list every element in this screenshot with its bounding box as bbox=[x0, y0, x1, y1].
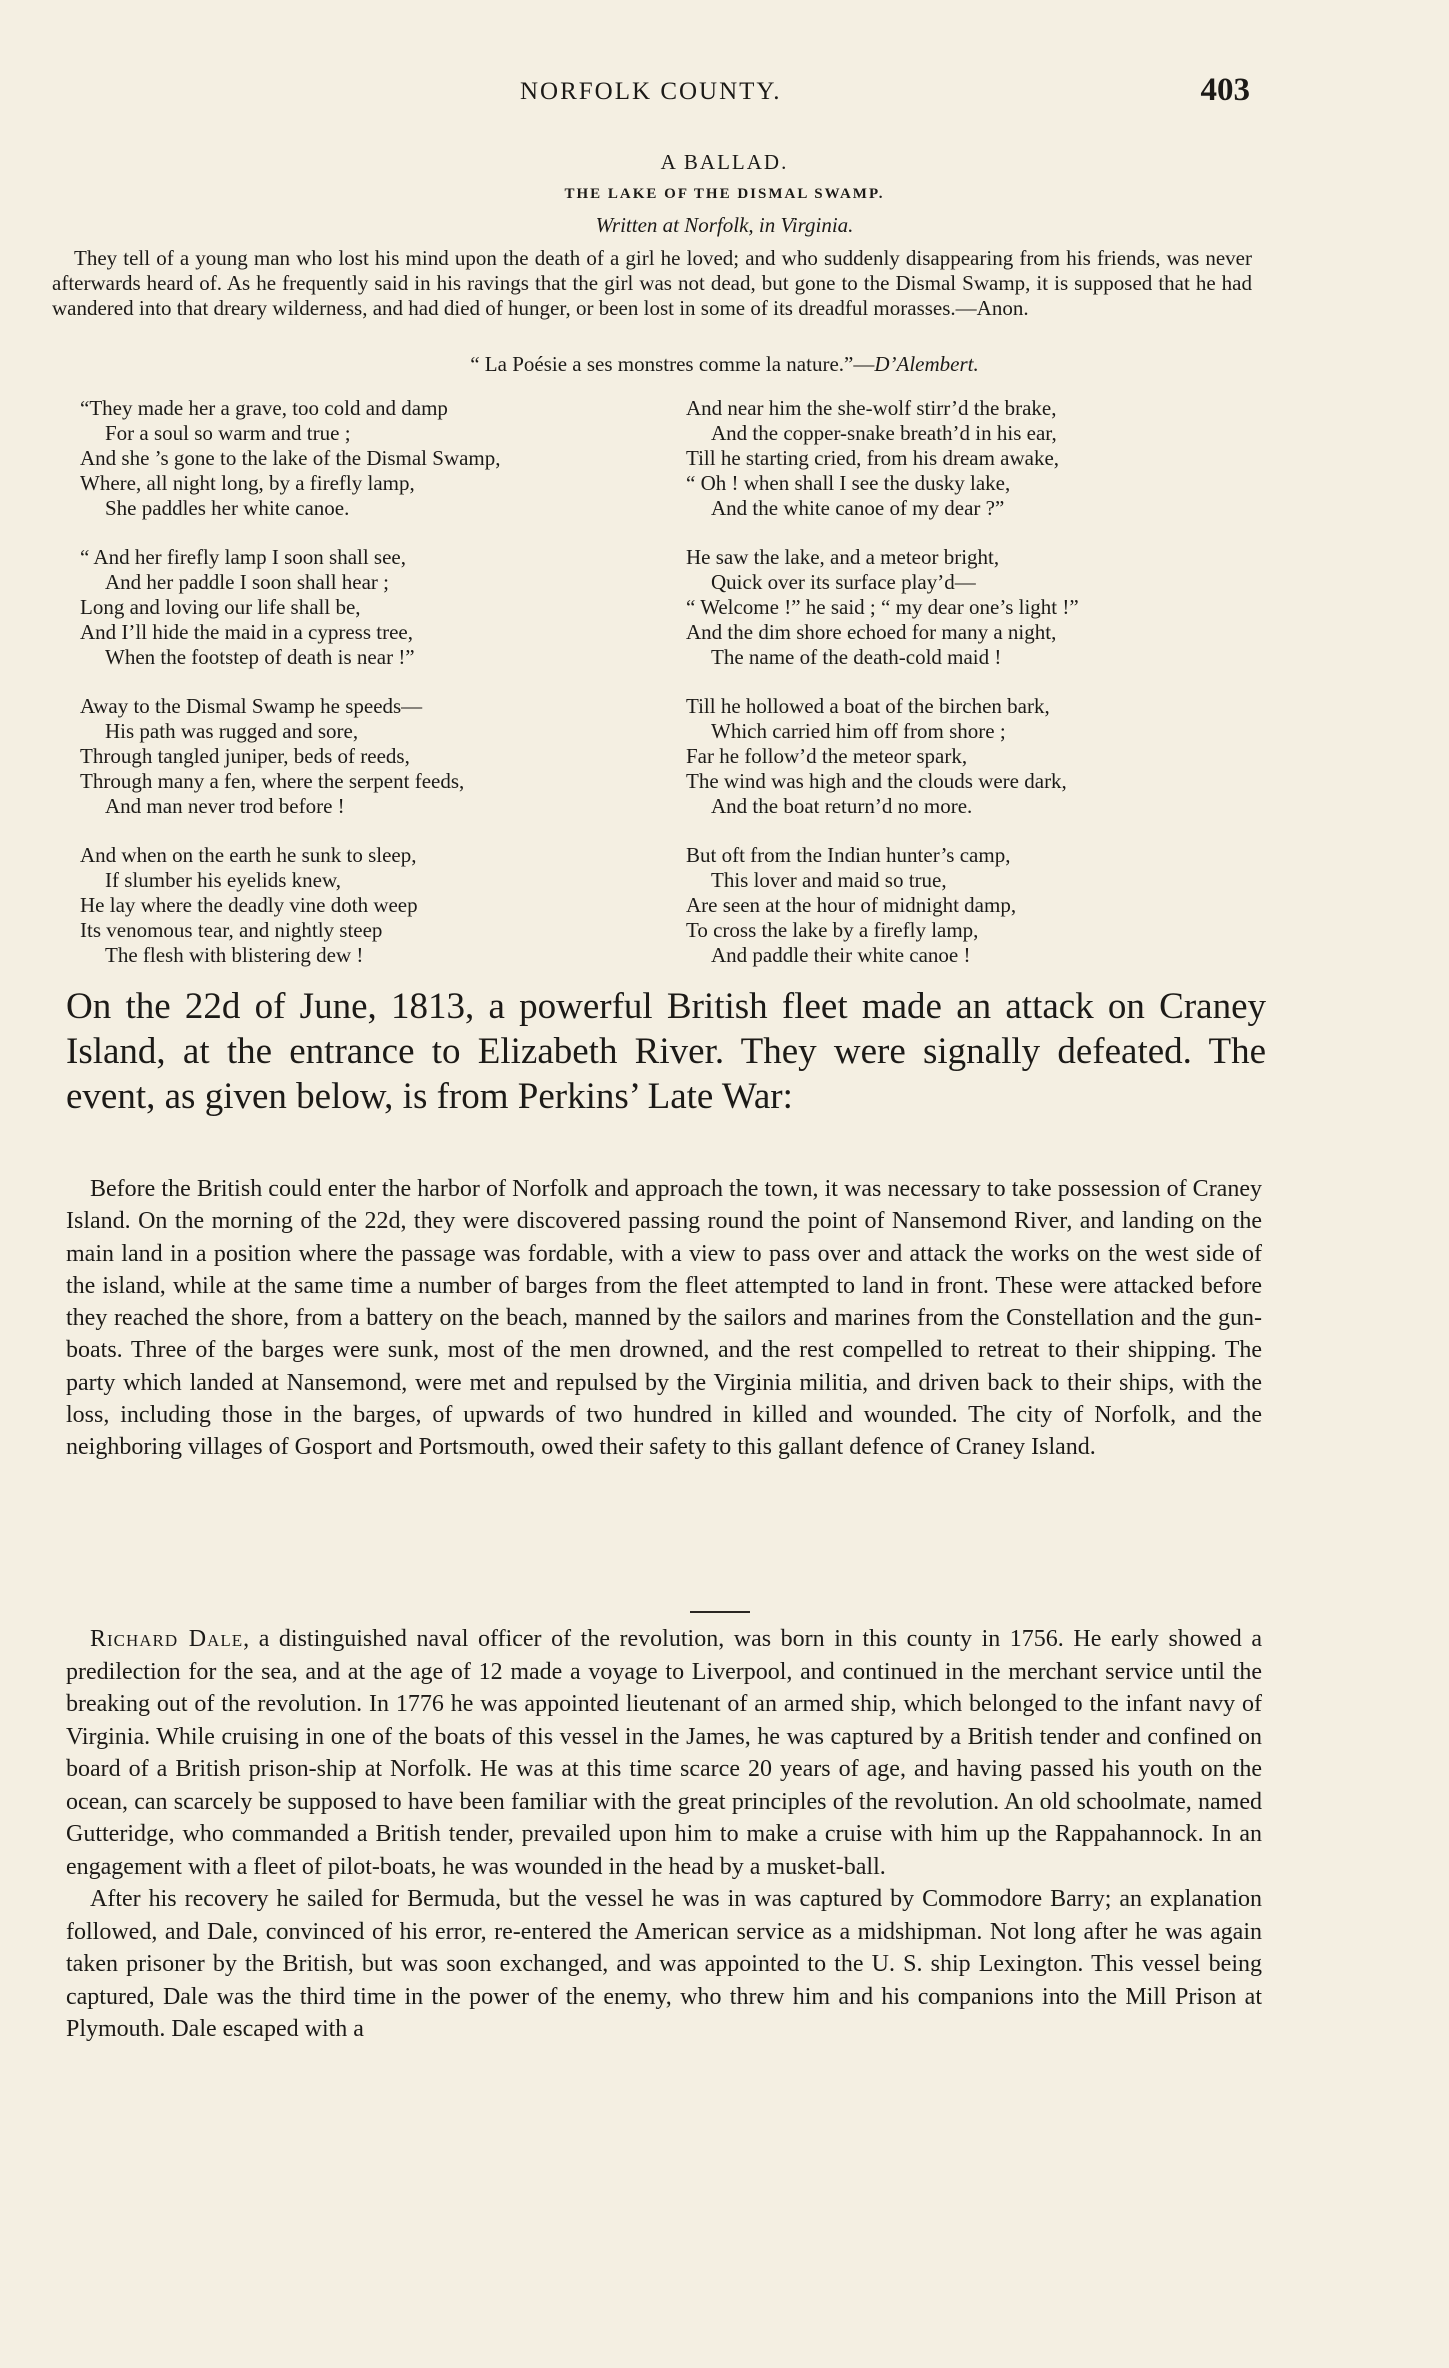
ballad-written-at: Written at Norfolk, in Virginia. bbox=[595, 213, 854, 237]
verse-line: Quick over its surface play’d— bbox=[711, 570, 976, 594]
verse-line: The wind was high and the clouds were dark, bbox=[686, 769, 1067, 793]
verse-line: Where, all night long, by a firefly lamp, bbox=[80, 471, 415, 495]
narrative-paragraph: Before the British could enter the harbor of Norfolk and approach the town, it was necessary to take possession of Craney Island. On the morning of the 22d, they were discovered passing round the point of Nansemond River, and landing on the main land in a position where the passage was fordable, with a view to pass over and attack the works on the west side of the island, while at the same time a number of barges from the fleet attempted to land in front. These were attacked before they reached the shore, from a battery on the beach, manned by the sailors and marines from the Constellation and the gun-boats. Three of the barges were sunk, most of the men drowned, and the rest compelled to retreat to their shipping. The party which landed at Nansemond, were met and repulsed by the Virginia militia, and driven back to their ships, with the loss, including those in the barges, of upwards of two hundred in killed and wounded. The city of Norfolk, and the neighboring villages of Gosport and Portsmouth, owed their safety to this gallant defence of Craney Island. bbox=[66, 1176, 1262, 1461]
verse-line: Till he starting cried, from his dream awake, bbox=[686, 446, 1060, 470]
verse-line: And man never trod before ! bbox=[105, 794, 345, 818]
stanza bbox=[686, 694, 1266, 819]
epigraph bbox=[0, 352, 1449, 377]
verse-line: And the copper-snake breath’d in his ear, bbox=[711, 421, 1057, 445]
epigraph-text: “ La Poésie a ses monstres comme la nature.”— bbox=[470, 352, 875, 376]
ballad-title: A BALLAD. bbox=[660, 150, 789, 174]
verse-line: “They made her a grave, too cold and damp bbox=[80, 396, 448, 420]
verse-line: This lover and maid so true, bbox=[711, 868, 947, 892]
verse-line: For a soul so warm and true ; bbox=[105, 421, 351, 445]
verse-line: Away to the Dismal Swamp he speeds— bbox=[80, 694, 423, 718]
verse-line: “ And her firefly lamp I soon shall see, bbox=[80, 545, 406, 569]
verse-line: But oft from the Indian hunter’s camp, bbox=[686, 843, 1011, 867]
ballad-note: They tell of a young man who lost his mind upon the death of a girl he loved; and who suddenly disappearing from his friends, was never afterwards heard of. As he frequently said in his ravings that the girl was not dead, but gone to the Dismal Swamp, it is supposed that he had wandered into that dreary wilderness, and had died of hunger, or been lost in some of its dreadful morasses.—Anon. bbox=[52, 246, 1252, 320]
stanza bbox=[686, 843, 1266, 968]
verse-line: And the dim shore echoed for many a night, bbox=[686, 620, 1057, 644]
verse-line: The name of the death-cold maid ! bbox=[711, 645, 1002, 669]
verse-line: She paddles her white canoe. bbox=[105, 496, 350, 520]
stanza bbox=[80, 843, 670, 968]
verse-line: Its venomous tear, and nightly steep bbox=[80, 918, 383, 942]
verse-line: He saw the lake, and a meteor bright, bbox=[686, 545, 1000, 569]
ballad-subtitle: THE LAKE OF THE DISMAL SWAMP. bbox=[564, 186, 885, 202]
verse-column-right bbox=[686, 396, 1266, 992]
verse-line: Are seen at the hour of midnight damp, bbox=[686, 893, 1017, 917]
verse-line: And the boat return’d no more. bbox=[711, 794, 973, 818]
verse-line: Long and loving our life shall be, bbox=[80, 595, 361, 619]
verse-line: When the footstep of death is near !” bbox=[105, 645, 415, 669]
bio-paragraph-1-text: , a distinguished naval officer of the revolution, was born in this county in 1756. He early showed a predilection for the sea, and at the age of 12 made a voyage to Liverpool, and continued in the merchant service until the breaking out of the revolution. In 1776 he was appointed lieutenant of an armed ship, which belonged to the infant navy of Virginia. While cruising in one of the boats of this vessel in the James, he was captured by a British tender and confined on board of a British prison-ship at Norfolk. He was at this time scarce 20 years of age, and having passed his youth on the ocean, can scarcely be supposed to have been familiar with the great principles of the revolution. An old schoolmate, named Gutteridge, who commanded a British tender, prevailed upon him to make a cruise with him up the Rappahannock. In an engagement with a fleet of pilot-boats, he was wounded in the head by a musket-ball. bbox=[66, 1626, 1262, 1880]
verse-line: Through tangled juniper, beds of reeds, bbox=[80, 744, 410, 768]
verse-line: His path was rugged and sore, bbox=[105, 719, 359, 743]
verse-line: And her paddle I soon shall hear ; bbox=[105, 570, 390, 594]
verse-line: And when on the earth he sunk to sleep, bbox=[80, 843, 417, 867]
stanza bbox=[80, 694, 670, 819]
verse-line: “ Oh ! when shall I see the dusky lake, bbox=[686, 471, 1011, 495]
verse-line: To cross the lake by a firefly lamp, bbox=[686, 918, 979, 942]
stanza bbox=[80, 545, 670, 670]
section-divider bbox=[690, 1611, 750, 1613]
bio-paragraph-2: After his recovery he sailed for Bermuda, but the vessel he was in was captured by Commodore Barry; an explanation followed, and Dale, convinced of his error, re-entered the American service as a midshipman. Not long after he was again taken prisoner by the British, but was soon exchanged, and was appointed to the U. S. ship Lexington. This vessel being captured, Dale was the third time in the power of the enemy, who threw him and his companions into the Mill Prison at Plymouth. Dale escaped with a bbox=[66, 1886, 1262, 2042]
verse-line: And she ’s gone to the lake of the Dismal Swamp, bbox=[80, 446, 501, 470]
verse-line: And paddle their white canoe ! bbox=[711, 943, 971, 967]
epigraph-attribution: D’Alembert. bbox=[874, 352, 979, 376]
page-number: 403 bbox=[1200, 72, 1250, 108]
running-title: NORFOLK COUNTY. bbox=[520, 78, 782, 105]
stanza bbox=[686, 545, 1266, 670]
bio-name: Richard Dale bbox=[90, 1626, 244, 1652]
verse-line: And I’ll hide the maid in a cypress tree, bbox=[80, 620, 413, 644]
lead-paragraph: On the 22d of June, 1813, a powerful British fleet made an attack on Craney Island, at the entrance to Elizabeth River. They were signally defeated. The event, as given below, is from Perkins’ Late War: bbox=[66, 986, 1266, 1117]
verse-line: “ Welcome !” he said ; “ my dear one’s light !” bbox=[686, 595, 1079, 619]
verse-line: He lay where the deadly vine doth weep bbox=[80, 893, 418, 917]
verse-line: And near him the she-wolf stirr’d the brake, bbox=[686, 396, 1057, 420]
verse-line: Which carried him off from shore ; bbox=[711, 719, 1006, 743]
biography bbox=[66, 1623, 1262, 2046]
verse-line: The flesh with blistering dew ! bbox=[105, 943, 364, 967]
running-head bbox=[60, 72, 1250, 112]
stanza bbox=[686, 396, 1266, 521]
verse-line: And the white canoe of my dear ?” bbox=[711, 496, 1005, 520]
verse-line: If slumber his eyelids knew, bbox=[105, 868, 342, 892]
verse-line: Till he hollowed a boat of the birchen bark, bbox=[686, 694, 1050, 718]
stanza bbox=[80, 396, 670, 521]
bio-paragraph-1 bbox=[66, 1623, 1262, 1883]
verse-line: Through many a fen, where the serpent feeds, bbox=[80, 769, 465, 793]
verse-column-left bbox=[80, 396, 670, 992]
verse-line: Far he follow’d the meteor spark, bbox=[686, 744, 968, 768]
